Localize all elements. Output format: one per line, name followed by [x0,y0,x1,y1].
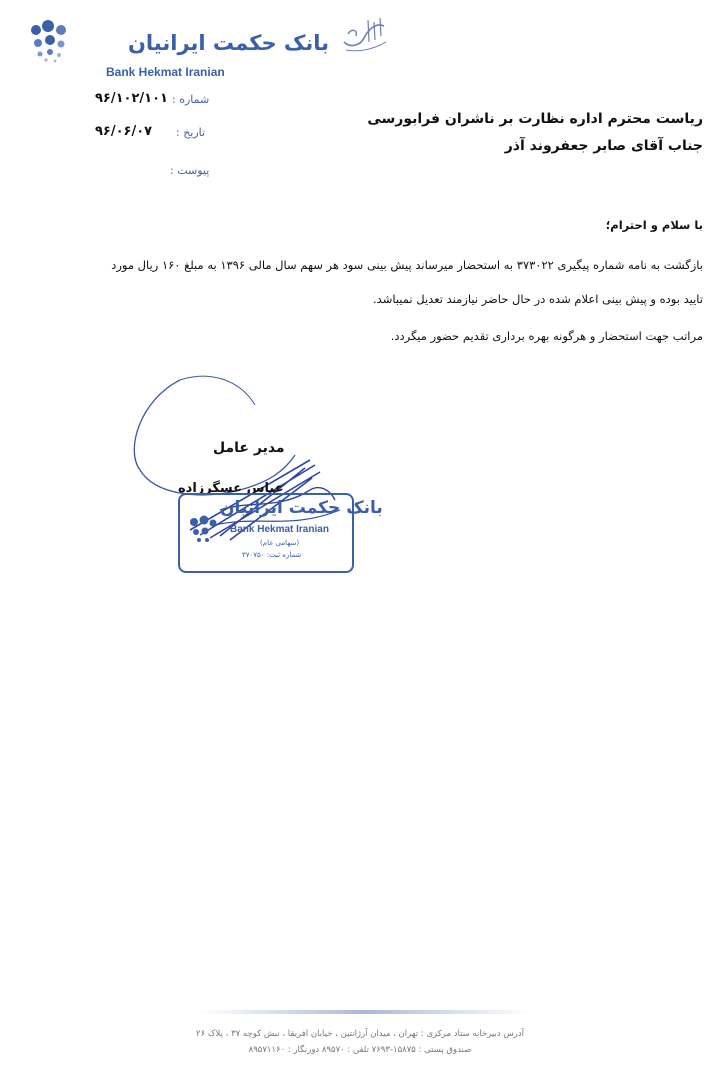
body-line-3: مراتب جهت استحضار و هرگونه بهره برداری تقدیم حضور میگردد. [390,329,703,343]
recipient-line-1: ریاست محترم اداره نظارت بر ناشران فرابورسی [367,111,703,127]
number-label: شماره : [172,93,210,106]
footer-address: آدرس دبیرخانه ستاد مرکزی : تهران ، میدان آرژانتین ، خیابان افریقا ، نبش کوچه ۳۷ ، پلاک ۲۶ [196,1029,524,1039]
attachment-label: پیوست : [170,164,210,177]
recipient-line-2: جناب آقای صابر جعفروند آذر [504,138,703,154]
stamp-bank-name-fa: بانک حکمت ایرانیان [220,498,383,518]
dot-cluster-logo-icon [28,18,74,64]
stamp-line-2: شماره ثبت: ۳۷۰۷۵۰ [242,551,302,559]
signatory-name: عباس عسگرزاده [178,481,284,496]
date-label: تاریخ : [176,126,206,139]
number-value: ۹۶/۱۰۲/۱۰۱ [95,91,168,106]
logo-bank-name-fa: بانک حکمت ایرانیان [128,31,330,55]
body-line-2: تایید بوده و پیش بینی اعلام شده در حال حاضر نیازمند تعدیل نمیباشد. [373,292,703,306]
footer-divider [200,1010,530,1014]
stamp-bank-name-en: Bank Hekmat Iranian [230,524,329,535]
footer-contact: صندوق پستی : ۱۵۸۷۵-۷۶۹۳ تلفن : ۸۹۵۷۰ دورنگار : ۸۹۵۷۱۱۶۰ [248,1045,472,1055]
greeting: با سلام و احترام؛ [605,218,703,232]
logo-bank-name-en: Bank Hekmat Iranian [106,65,225,79]
bismillah-calligraphy-icon [338,12,390,54]
bank-stamp [178,493,383,573]
date-value: ۹۶/۰۶/۰۷ [95,124,153,139]
body-line-1: بازگشت به نامه شماره پیگیری ۳۷۳۰۲۲ به استحضار میرساند پیش بینی سود هر سهم سال مالی ۱۳۹۶ به مبلغ ۱۶۰ ریال مورد [111,258,703,272]
stamp-dot-cluster-icon [186,513,220,547]
signatory-title: مدیر عامل [213,440,285,456]
stamp-line-1: (سهامی عام) [260,539,300,547]
